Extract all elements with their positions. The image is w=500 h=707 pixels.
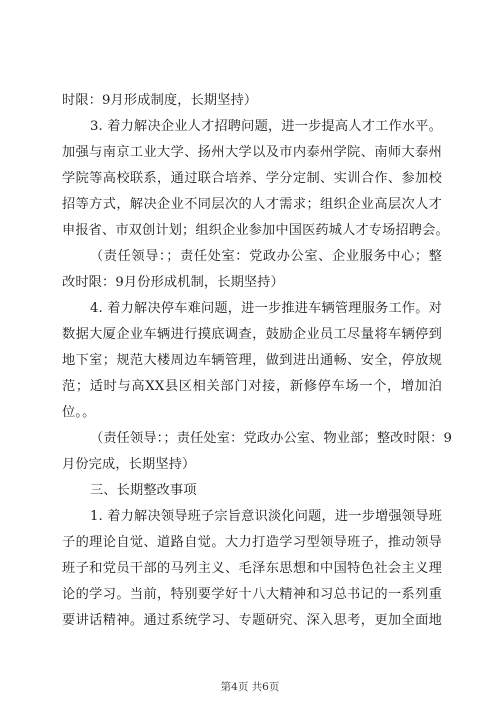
text-line: 子的理论自觉、道路自觉。大力打造学习型领导班子，推动领导: [62, 535, 442, 550]
text-line: 范；适时与高XX县区相关部门对接，新修停车场一个，增加泊: [62, 379, 442, 394]
text-line: 招等方式，解决企业不同层次的人才需求；组织企业高层次人才: [62, 197, 442, 212]
text-line: 班子和党员干部的马列主义、毛泽东思想和中国特色社会主义理: [62, 561, 442, 576]
text-line: 时限：9月形成制度，长期坚持）: [62, 93, 258, 108]
text-line: 申报省、市双创计划；组织企业参加中国医药城人才专场招聘会。: [62, 223, 449, 238]
text-line: 学院等高校联系，通过联合培养、学分定制、实训合作、参加校: [62, 171, 442, 186]
text-line: 改时限：9月份形成机制，长期坚持）: [62, 275, 284, 290]
page-footer: 第4页 共6页: [220, 681, 280, 693]
text-line: 论的学习。当前，特别要学好十八大精神和习总书记的一系列重: [62, 587, 442, 602]
text-line: 月份完成，长期坚持）: [62, 457, 196, 472]
text-line: 1. 着力解决领导班子宗旨意识淡化问题，进一步增强领导班: [90, 509, 442, 524]
text-line: 数据大厦企业车辆进行摸底调查，鼓励企业员工尽量将车辆停到: [62, 327, 442, 342]
text-line: 加强与南京工业大学、扬州大学以及市内泰州学院、南师大泰州: [62, 145, 442, 160]
section-heading: 三、长期整改事项: [90, 483, 197, 498]
text-line: 要讲话精神。通过系统学习、专题研究、深入思考，更加全面地: [62, 613, 442, 628]
text-line: 位。。: [62, 405, 96, 420]
text-line: 地下室；规范大楼周边车辆管理，做到进出通畅、安全，停放规: [62, 353, 442, 368]
text-line: 3. 着力解决企业人才招聘问题，进一步提高人才工作水平。: [90, 119, 442, 134]
text-line: 4. 着力解决停车难问题，进一步推进车辆管理服务工作。对: [90, 301, 442, 316]
text-line: （责任领导：；责任处室：党政办公室、企业服务中心；整: [90, 249, 442, 264]
text-line: （责任领导：；责任处室：党政办公室、物业部；整改时限：9: [90, 431, 453, 446]
